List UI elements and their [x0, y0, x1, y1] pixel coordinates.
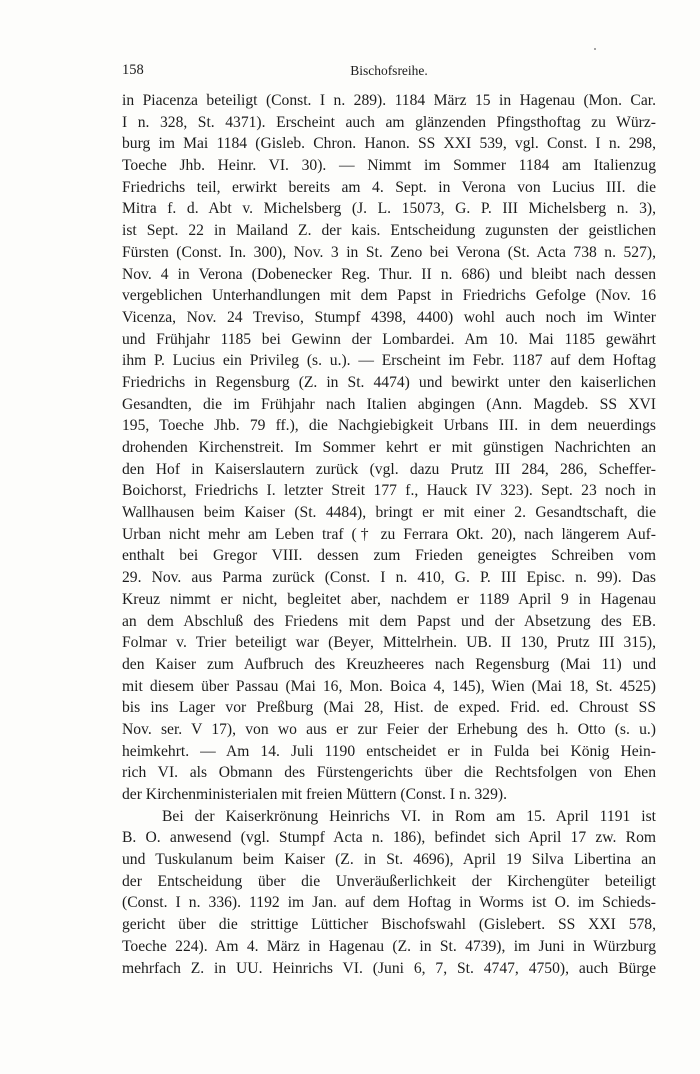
text-line: Nov. ser. V 17), von wo aus er zur Feier der Erhebung des h. Otto (s. u.)	[122, 720, 656, 738]
text-line: ist Sept. 22 in Mailand Z. der kais. Entscheidung zugunsten der geistlichen	[122, 222, 656, 240]
text-line: drohenden Kirchenstreit. Im Sommer kehrt er mit günstigen Nachrichten an	[122, 439, 656, 456]
body-text	[122, 90, 656, 979]
page-number: 158	[122, 62, 144, 78]
text-line: und Frühjahr 1185 bei Gewinn der Lombardei. Am 10. Mai 1185 gewährt	[122, 330, 656, 348]
text-line: bis ins Lager vor Preßburg (Mai 28, Hist. de exped. Frid. ed. Chroust SS	[122, 699, 656, 717]
text-line: der Entscheidung über die Unveräußerlichkeit der Kirchengüter beteiligt	[122, 872, 656, 890]
text-line: 29. Nov. aus Parma zurück (Const. I n. 410, G. P. III Episc. n. 99). Das	[122, 569, 656, 587]
text-line: an dem Abschluß des Friedens mit dem Papst und der Absetzung des EB.	[122, 612, 656, 630]
text-line: Toeche Jhb. Heinr. VI. 30). — Nimmt im Sommer 1184 am Italienzug	[122, 157, 656, 175]
text-line: Bei der Kaiserkrönung Heinrichs VI. in Rom am 15. April 1191 ist	[162, 807, 656, 825]
text-line: ihm P. Lucius ein Privileg (s. u.). — Erscheint im Febr. 1187 auf dem Hoftag	[122, 352, 656, 370]
text-line: mehrfach Z. in UU. Heinrichs VI. (Juni 6, 7, St. 4747, 4750), auch Bürge	[122, 959, 656, 977]
text-line: Wallhausen beim Kaiser (St. 4484), bringt er mit einer 2. Gesandtschaft, die	[122, 504, 656, 522]
text-line: Friedrichs teil, erwirkt bereits am 4. Sept. in Verona von Lucius III. die	[122, 178, 656, 196]
text-line: gericht über die strittige Lütticher Bischofswahl (Gislebert. SS XXI 578,	[122, 916, 656, 934]
text-line: in Piacenza beteiligt (Const. I n. 289). 1184 März 15 in Hagenau (Mon. Car.	[122, 92, 656, 109]
text-line: Urban nicht mehr am Leben traf († zu Ferrara Okt. 20), nach längerem Auf-	[122, 525, 656, 543]
text-line: I n. 328, St. 4371). Erscheint auch am glänzenden Pfingsthoftag zu Würz-	[122, 113, 656, 131]
text-line: Friedrichs in Regensburg (Z. in St. 4474) und bewirkt unter den kaiserlichen	[122, 373, 656, 391]
text-line: Gesandten, die im Frühjahr nach Italien abgingen (Ann. Magdeb. SS XVI	[122, 395, 656, 413]
text-line: Kreuz nimmt er nicht, begleitet aber, nachdem er 1189 April 9 in Hagenau	[122, 590, 656, 608]
text-line: heimkehrt. — Am 14. Juli 1190 entscheidet er in Fulda bei König Hein-	[122, 742, 656, 760]
running-title: Bischofsreihe.	[350, 63, 428, 78]
page-header	[122, 62, 656, 82]
text-line: Nov. 4 in Verona (Dobenecker Reg. Thur. II n. 686) und bleibt nach dessen	[122, 265, 656, 283]
text-line: Fürsten (Const. In. 300), Nov. 3 in St. Zeno bei Verona (St. Acta 738 n. 527),	[122, 243, 656, 261]
scan-speck	[594, 48, 596, 50]
text-line: B. O. anwesend (vgl. Stumpf Acta n. 186), befindet sich April 17 zw. Rom	[122, 829, 656, 847]
text-line: burg im Mai 1184 (Gisleb. Chron. Hanon. SS XXI 539, vgl. Const. I n. 298,	[122, 135, 656, 153]
text-line: der Kirchenministerialen mit freien Müttern (Const. I n. 329).	[122, 786, 507, 803]
text-line: Boichorst, Friedrichs I. letzter Streit 177 f., Hauck IV 323). Sept. 23 noch in	[122, 482, 656, 500]
text-line: mit diesem über Passau (Mai 16, Mon. Boica 4, 145), Wien (Mai 18, St. 4525)	[122, 677, 656, 695]
text-line: Vicenza, Nov. 24 Treviso, Stumpf 4398, 4400) wohl auch noch im Winter	[122, 308, 656, 326]
text-line: (Const. I n. 336). 1192 im Jan. auf dem Hoftag in Worms ist O. im Schieds-	[122, 894, 656, 912]
text-line: rich VI. als Obmann des Fürstengerichts über die Rechtsfolgen von Ehen	[122, 764, 656, 782]
text-line: Toeche 224). Am 4. März in Hagenau (Z. in St. 4739), im Juni in Würzburg	[122, 937, 656, 955]
text-line: vergeblichen Unterhandlungen mit dem Papst in Friedrichs Gefolge (Nov. 16	[122, 287, 656, 305]
text-line: den Hof in Kaiserslautern zurück (vgl. dazu Prutz III 284, 286, Scheffer-	[122, 460, 656, 478]
text-line: und Tuskulanum beim Kaiser (Z. in St. 4696), April 19 Silva Libertina an	[122, 851, 656, 869]
text-line: Folmar v. Trier beteiligt war (Beyer, Mittelrhein. UB. II 130, Prutz III 315),	[122, 634, 656, 652]
text-line: 195, Toeche Jhb. 79 ff.), die Nachgiebigkeit Urbans III. in dem neuerdings	[122, 417, 656, 435]
text-line: den Kaiser zum Aufbruch des Kreuzheeres nach Regensburg (Mai 11) und	[122, 655, 656, 673]
text-line: Mitra f. d. Abt v. Michelsberg (J. L. 15073, G. P. III Michelsberg n. 3),	[122, 200, 656, 218]
text-line: enthalt bei Gregor VIII. dessen zum Frieden geneigtes Schreiben vom	[122, 547, 656, 565]
